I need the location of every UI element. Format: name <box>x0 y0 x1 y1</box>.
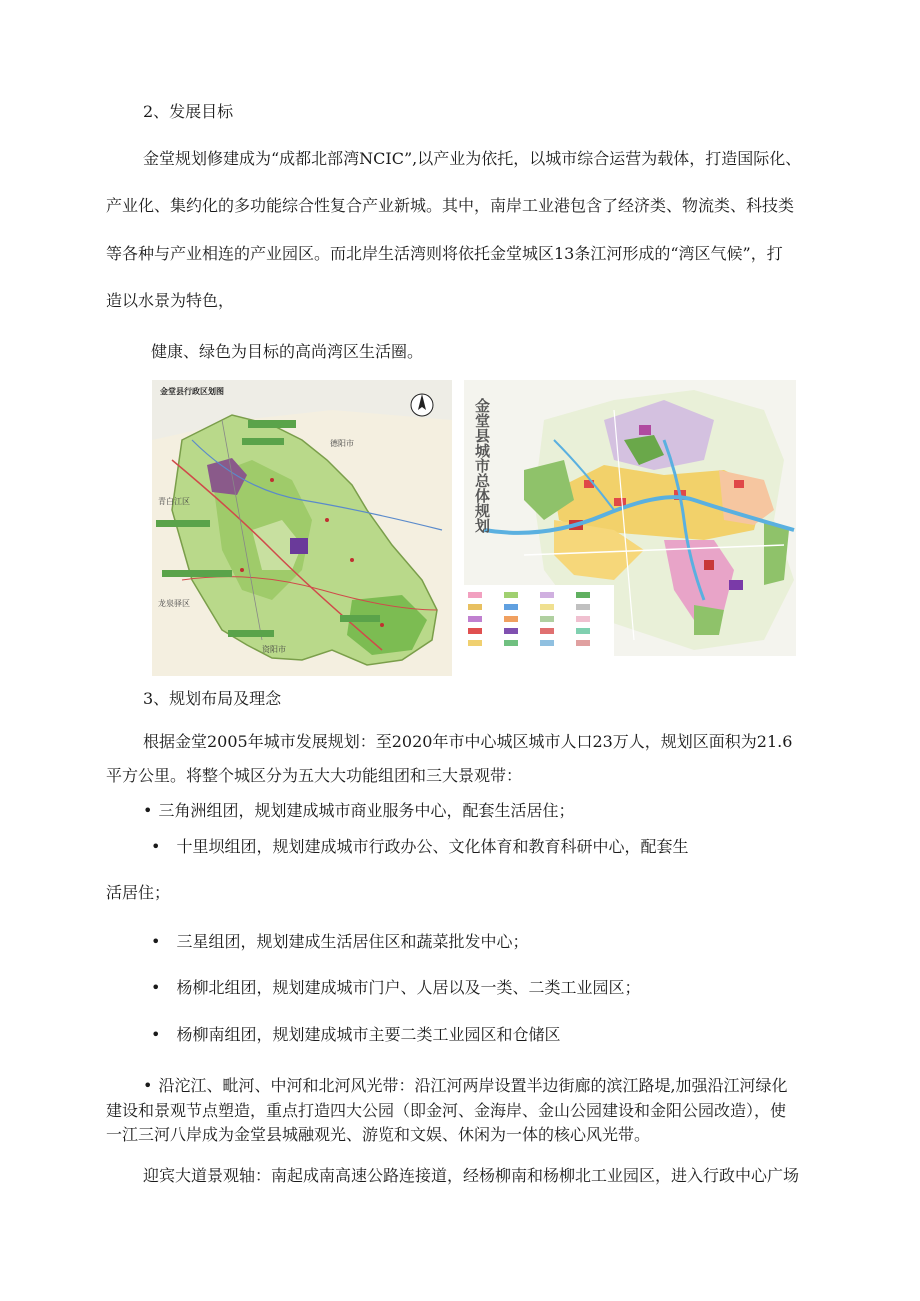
list-item: • 十里坝组团，规划建成城市行政办公、文化体育和教育科研中心，配套生 <box>151 837 689 856</box>
master-plan-graphic <box>464 380 796 656</box>
paragraph-line: 建设和景观节点塑造，重点打造四大公园（即金河、金海岸、金山公园建设和金阳公园改造），使 <box>106 1101 787 1120</box>
bullet: • <box>143 801 153 820</box>
list-item: • 三星组团，规划建成生活居住区和蔬菜批发中心； <box>151 932 529 951</box>
master-plan-map <box>464 380 796 656</box>
paragraph-line: 平方公里。将整个城区分为五大大功能组团和三大景观带： <box>106 766 523 785</box>
bullet: • <box>151 932 161 951</box>
paragraph-line: 迎宾大道景观轴：南起成南高速公路连接道，经杨柳南和杨柳北工业园区，进入行政中心广场 <box>143 1166 800 1185</box>
bullet: • <box>151 837 161 856</box>
list-item-continuation: 活居住； <box>106 883 171 902</box>
list-item: • 杨柳北组团，规划建成城市门户、人居以及一类、二类工业园区； <box>151 978 641 997</box>
map-label-ziyang: 资阳市 <box>262 645 286 654</box>
administrative-map-graphic <box>152 380 452 676</box>
bullet: • <box>151 978 161 997</box>
list-item: • 三角洲组团，规划建成城市商业服务中心，配套生活居住； <box>143 801 575 820</box>
administrative-map <box>152 380 452 676</box>
list-item: • 杨柳南组团，规划建成城市主要二类工业园区和仓储区 <box>151 1025 561 1044</box>
map-label-qingbaijiang: 青白江区 <box>158 497 190 506</box>
paragraph-line: 等各种与产业相连的产业园区。而北岸生活湾则将依托金堂城区13条江河形成的“湾区气候”，打 <box>106 244 783 263</box>
bullet: • <box>151 1025 161 1044</box>
section-2-heading: 2、发展目标 <box>143 102 234 121</box>
paragraph-line: 造以水景为特色， <box>106 291 235 310</box>
paragraph-line: 金堂规划修建成为“成都北部湾NCIC”,以产业为依托，以城市综合运营为载体，打造国际化、 <box>143 149 802 168</box>
map-label-longquanyi: 龙泉驿区 <box>158 599 190 608</box>
section-3-heading: 3、规划布局及理念 <box>143 689 282 708</box>
master-plan-title: 金堂县城市总体规划 <box>473 398 491 533</box>
paragraph-line: 健康、绿色为目标的高尚湾区生活圈。 <box>151 342 424 361</box>
paragraph-line: 一江三河八岸成为金堂县城融观光、游览和文娱、休闲为一体的核心风光带。 <box>106 1125 651 1144</box>
paragraph-line: • 沿沱江、毗河、中河和北河风光带：沿江河两岸设置半边街廊的滨江路堤,加强沿江河绿化 <box>143 1076 788 1095</box>
bullet: • <box>143 1076 153 1095</box>
map-label-deyang: 德阳市 <box>330 439 354 448</box>
administrative-map-title: 金堂县行政区划图 <box>160 387 224 396</box>
paragraph-line: 产业化、集约化的多功能综合性复合产业新城。其中，南岸工业港包含了经济类、物流类、科技类 <box>106 196 795 215</box>
paragraph-line: 根据金堂2005年城市发展规划：至2020年市中心城区城市人口23万人，规划区面积为21.6 <box>143 732 793 751</box>
